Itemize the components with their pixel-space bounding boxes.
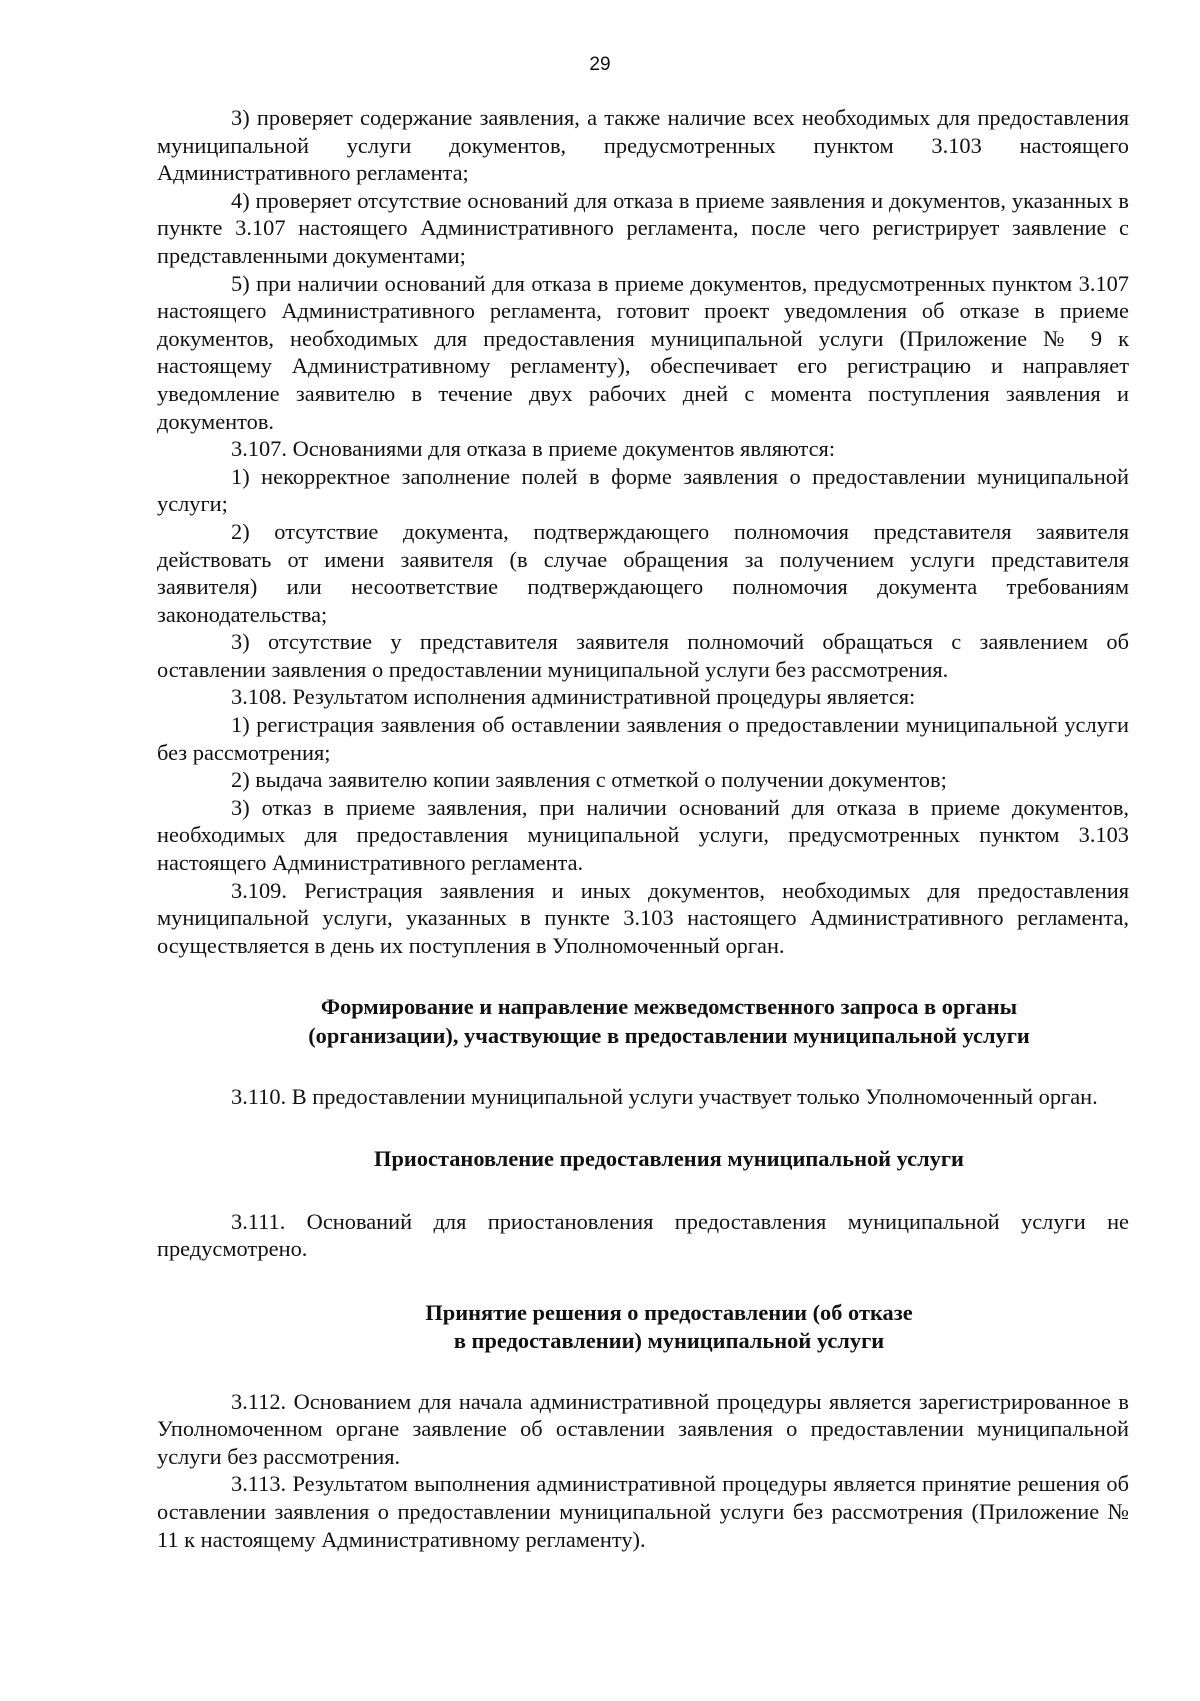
- document-body: [157, 104, 1129, 1553]
- heading-line: (организации), участвующие в предоставлении муниципальной услуги: [308, 1022, 1030, 1048]
- paragraph-3-112: 3.112. Основанием для начала административной процедуры является зарегистрированное в Уполномоченном органе заявление об оставлении заявления о предоставлении муниципальной услуги без рассмотрения.: [157, 1388, 1129, 1469]
- heading-line: Приостановление предоставления муниципальной услуги: [374, 1146, 964, 1171]
- paragraph-refusal-notice: 5) при наличии оснований для отказа в приеме документов, предусмотренных пунктом 3.107 настоящего Административного регламента, готовит проект уведомления об отказе в приеме документов, необходимых для предоставления муниципальной услуги (Приложение № 9 к настоящему Административному регламенту), обеспечивает его регистрацию и направляет уведомление заявителю в течение двух рабочих дней с момента поступления заявления и документов.: [157, 270, 1129, 434]
- paragraph-3-107-item-2: 2) отсутствие документа, подтверждающего полномочия представителя заявителя действовать от имени заявителя (в случае обращения за получением услуги представителя заявителя) или несоответствие подтверждающего полномочия документа требованиям законодательства;: [157, 518, 1129, 627]
- heading-line: Формирование и направление межведомственного запроса в органы: [320, 994, 1018, 1020]
- paragraph-3-109: 3.109. Регистрация заявления и иных документов, необходимых для предоставления муниципальной услуги, указанных в пункте 3.103 настоящего Административного регламента, осуществляется в день их поступления в Уполномоченный орган.: [157, 877, 1129, 958]
- paragraph-check-grounds: 4) проверяет отсутствие оснований для отказа в приеме заявления и документов, указанных в пункте 3.107 настоящего Административного регламента, после чего регистрирует заявление с представленными документами;: [157, 187, 1129, 268]
- section-heading-decision: [157, 1299, 1129, 1356]
- paragraph-group-decision: [157, 1388, 1129, 1554]
- section-heading-suspension: [157, 1145, 1129, 1174]
- paragraph-check-content: 3) проверяет содержание заявления, а также наличие всех необходимых для предоставления муниципальной услуги документов, предусмотренных пунктом 3.103 настоящего Административного регламента;: [157, 105, 1129, 186]
- paragraph-3-107-item-1: 1) некорректное заполнение полей в форме заявления о предоставлении муниципальной услуги;: [157, 463, 1129, 517]
- heading-line: в предоставлении) муниципальной услуги: [453, 1328, 885, 1354]
- paragraph-group-procedure-steps: [157, 104, 1129, 959]
- page-number: 29: [589, 54, 611, 75]
- paragraph-group-interagency: [157, 1083, 1129, 1111]
- paragraph-3-108-item-3: 3) отказ в приеме заявления, при наличии оснований для отказа в приеме документов, необходимых для предоставления муниципальной услуги, предусмотренных пунктом 3.103 настоящего Административного регламента.: [157, 794, 1129, 876]
- paragraph-3-107-item-3: 3) отсутствие у представителя заявителя полномочий обращаться с заявлением об оставлении заявления о предоставлении муниципальной услуги без рассмотрения.: [157, 629, 1129, 682]
- heading-line: Принятие решения о предоставлении (об отказе: [425, 1299, 913, 1325]
- paragraph-3-107: 3.107. Основаниями для отказа в приеме документов являются:: [231, 436, 836, 462]
- paragraph-3-108: 3.108. Результатом исполнения административной процедуры является:: [231, 684, 916, 710]
- paragraph-group-suspension: [157, 1208, 1129, 1263]
- paragraph-3-113: 3.113. Результатом выполнения административной процедуры является принятие решения об оставлении заявления о предоставлении муниципальной услуги без рассмотрения (Приложение № 11 к настоящему Административному регламенту).: [157, 1471, 1129, 1552]
- section-heading-interagency-request: [157, 993, 1129, 1050]
- paragraph-3-110: 3.110. В предоставлении муниципальной услуги участвует только Уполномоченный орган.: [231, 1084, 1098, 1110]
- paragraph-3-111: 3.111. Оснований для приостановления предоставления муниципальной услуги не предусмотрено.: [157, 1208, 1129, 1262]
- paragraph-3-108-item-1: 1) регистрация заявления об оставлении заявления о предоставлении муниципальной услуги без рассмотрения;: [157, 712, 1129, 765]
- paragraph-3-108-item-2: 2) выдача заявителю копии заявления с отметкой о получении документов;: [231, 767, 947, 793]
